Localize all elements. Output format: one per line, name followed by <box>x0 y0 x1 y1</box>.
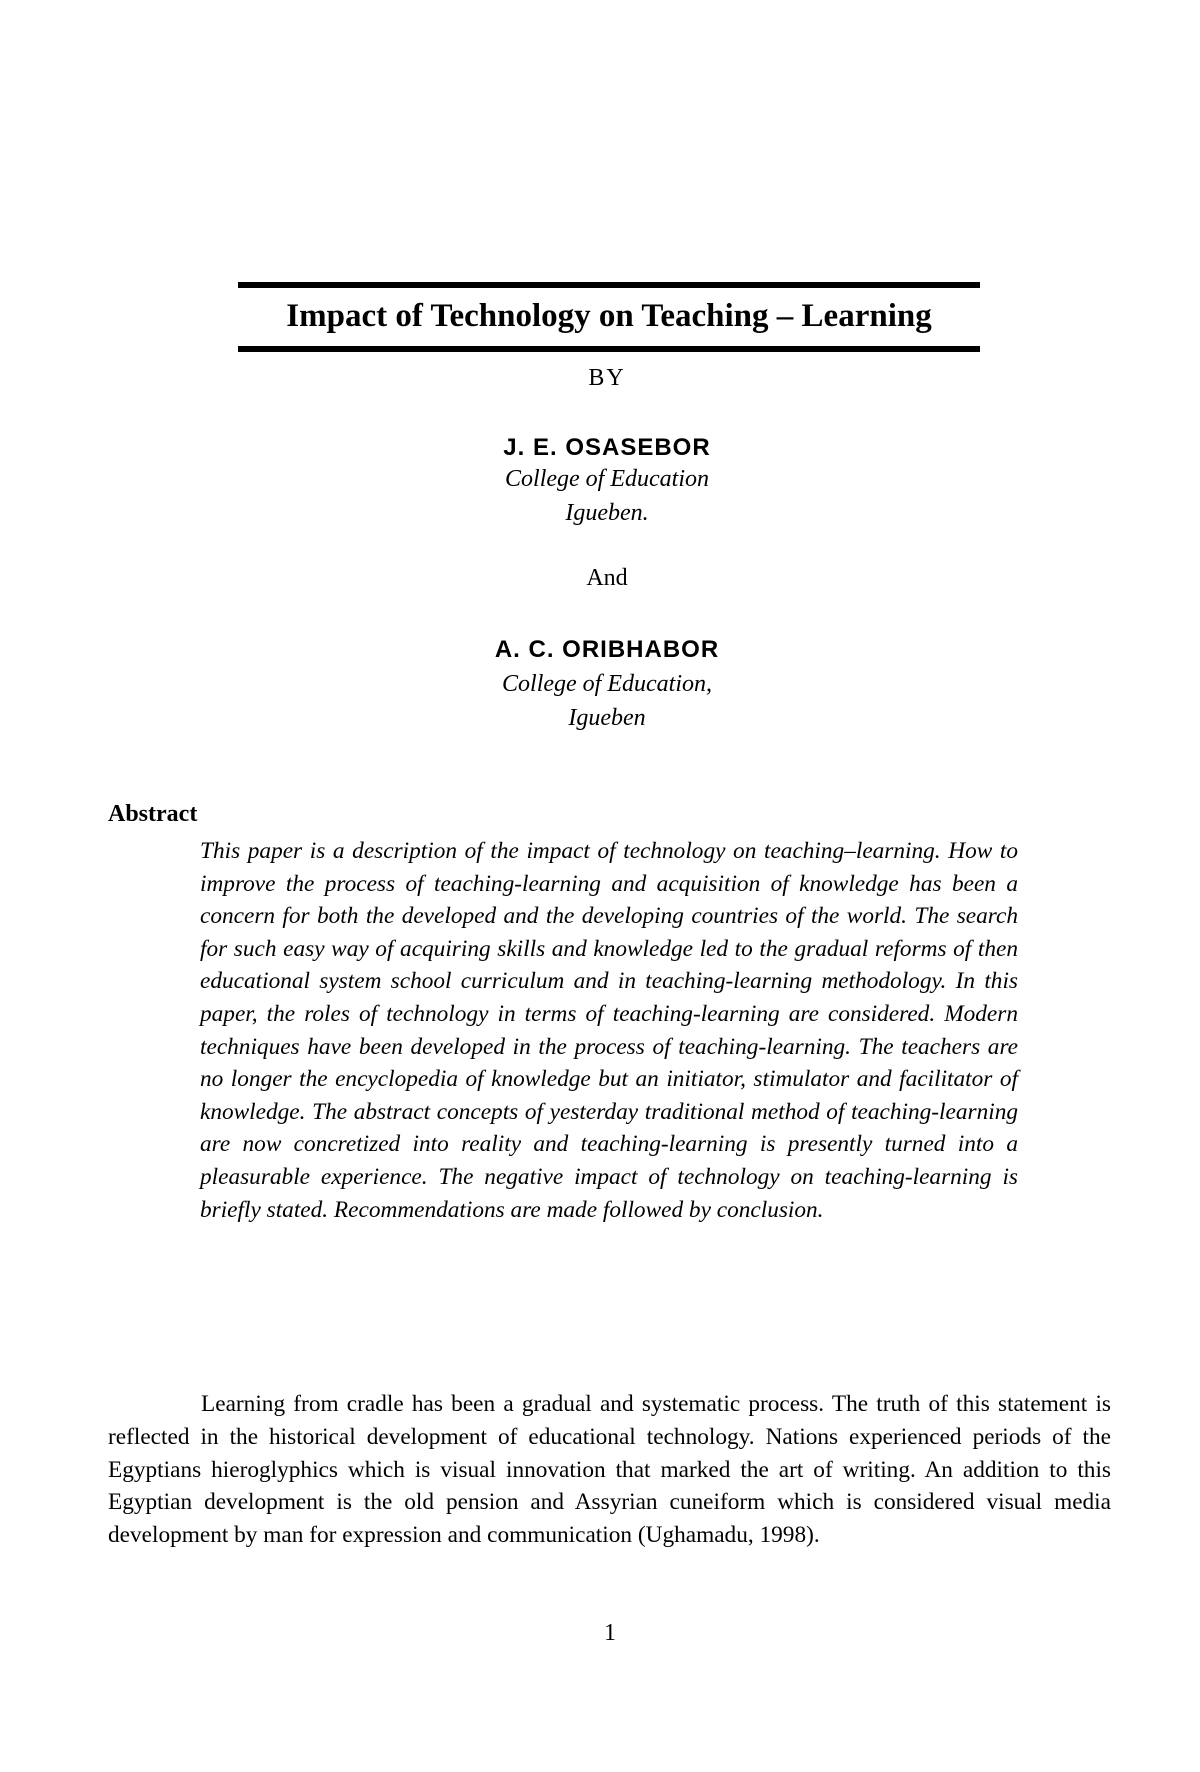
body-paragraph: Learning from cradle has been a gradual and systematic process. The truth of this statement is reflected in the historical development of educational technology. Nations experienced periods of the Egyptians hieroglyphics which is visual innovation that marked the art of writing. An addition to this Egyptian development is the old pension and Assyrian cuneiform which is considered visual media development by man for expression and communication (Ughamadu, 1998). <box>108 1391 1111 1549</box>
title-block <box>238 282 980 352</box>
abstract-heading: Abstract <box>108 801 198 827</box>
author-2-institution: College of Education, <box>502 671 712 697</box>
and-label: And <box>586 565 628 591</box>
author-1-institution: College of Education <box>505 466 709 492</box>
paper-title: Impact of Technology on Teaching – Learning <box>286 298 932 334</box>
author-2-name: A. C. ORIBHABOR <box>494 636 720 663</box>
author-1-name: J. E. OSASEBOR <box>503 434 711 461</box>
author-1-location: Igueben. <box>565 500 649 526</box>
by-label: BY <box>588 365 626 391</box>
abstract-text: This paper is a description of the impact of technology on teaching–learning. How to improve the process of teaching-learning and acquisition of knowledge has been a concern for both the developed and the developing countries of the world. The search for such easy way of acquiring skills and knowledge led to the gradual reforms of then educational system school curriculum and in teaching-learning methodology. In this paper, the roles of technology in terms of teaching-learning are considered. Modern techniques have been developed in the process of teaching-learning. The teachers are no longer the encyclopedia of knowledge but an initiator, stimulator and facilitator of knowledge. The abstract concepts of yesterday traditional method of teaching-learning are now concretized into reality and teaching-learning is presently turned into a pleasurable experience. The negative impact of technology on teaching-learning is briefly stated. Recommendations are made followed by conclusion. <box>200 838 1018 1223</box>
page-number: 1 <box>604 1620 616 1646</box>
author-2-location: Igueben <box>568 705 646 731</box>
